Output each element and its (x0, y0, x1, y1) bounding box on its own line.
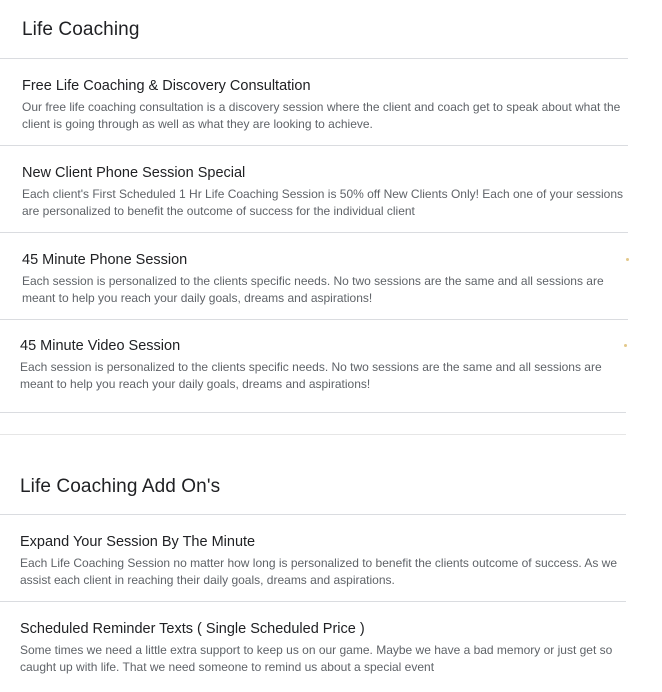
service-item-45-min-phone[interactable] (22, 251, 627, 307)
divider (0, 232, 628, 233)
service-description: Each session is personalized to the clients specific needs. No two sessions are the same and all sessions are meant to help you reach your daily goals, dreams and aspirations! (22, 274, 604, 305)
divider (0, 601, 626, 602)
divider (0, 145, 628, 146)
service-title: Scheduled Reminder Texts ( Single Scheduled Price ) (20, 621, 365, 637)
divider (0, 514, 626, 515)
service-title: Expand Your Session By The Minute (20, 534, 256, 550)
service-title: Free Life Coaching & Discovery Consultation (22, 78, 311, 94)
service-item-45-min-video[interactable] (20, 337, 625, 393)
section-separator (0, 434, 626, 435)
section-title-life-coaching: Life Coaching (22, 19, 140, 40)
divider (0, 412, 626, 413)
service-description: Some times we need a little extra support to keep us on our game. Maybe we have a bad memory or just get so caught up with life. That we need someone to remind us about a special event (20, 643, 613, 674)
service-description: Each client's First Scheduled 1 Hr Life Coaching Session is 50% off New Clients Only! Each one of your sessions are personalized to benefit the outcome of success for the individual client (22, 187, 624, 218)
service-title: 45 Minute Video Session (20, 338, 181, 354)
service-title: New Client Phone Session Special (22, 165, 246, 181)
divider (0, 58, 628, 59)
edge-marker (626, 258, 629, 261)
service-item-expand-session[interactable] (20, 533, 625, 589)
divider (0, 319, 628, 320)
service-description: Each Life Coaching Session no matter how long is personalized to benefit the clients outcome of success. As we assist each client in reaching their daily goals, dreams and aspirations. (20, 556, 617, 587)
edge-marker (624, 344, 627, 347)
service-description: Our free life coaching consultation is a discovery session where the client and coach get to speak about what the client is going through as well as what they are looking to achieve. (22, 100, 621, 131)
service-item-free-consultation[interactable] (22, 77, 627, 133)
service-item-new-client-special[interactable] (22, 164, 627, 220)
service-item-reminder-texts[interactable] (20, 620, 625, 676)
service-title: 45 Minute Phone Session (22, 252, 188, 268)
section-title-add-ons: Life Coaching Add On's (20, 476, 221, 497)
service-description: Each session is personalized to the clients specific needs. No two sessions are the same and all sessions are meant to help you reach your daily goals, dreams and aspirations! (20, 360, 602, 391)
